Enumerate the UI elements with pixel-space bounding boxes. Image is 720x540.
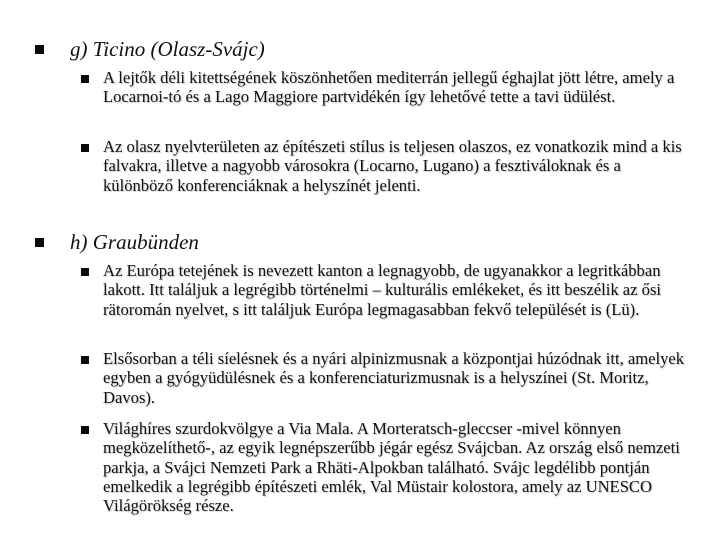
list-item-text: Az olasz nyelvterületen az építészeti stílus is teljesen olaszos, ez vonatkozik mind a kis falvakra, illetve a nagyobb városokra (Locarno, Lugano) a fesztiváloknak és a különböző konferenciáknak a helyszínét jelenti. (103, 137, 682, 195)
square-bullet-icon (35, 45, 44, 54)
list-item (0, 261, 720, 341)
section-graubunden (0, 229, 720, 540)
list-item-text: A lejtők déli kitettségének köszönhetően mediterrán jellegű éghajlat jött létre, amely a Locarnoi-tó és a Lago Maggiore partvidékén így lehetővé tette a tavi üdülést. (103, 68, 675, 107)
section-heading-graubunden: h) Graubünden (70, 230, 199, 254)
list-item-text: Az Európa tetejének is nevezett kanton a legnagyobb, de ugyanakkor a legritkábban lakott. Itt találjuk a legrégibb történelmi – kulturális emlékeket, és itt beszélik az ősi rätoromán nyelvet, s itt találjuk Európa legmagasabban fekvő települését is (Lü). (103, 261, 662, 319)
square-bullet-icon (35, 238, 44, 247)
list-item (0, 137, 720, 217)
list-item-text: Elsősorban a téli síelésnek és a nyári alpinizmusnak a központjai húzódnak itt, amelyek egyben a gyógyüdülésnek és a konferenciaturizmusnak is a helyszínei (St. Moritz, Davos). (103, 349, 685, 407)
list-item (0, 68, 720, 128)
section-ticino (0, 36, 720, 226)
square-bullet-icon (81, 75, 89, 83)
list-item (0, 419, 720, 540)
list-item (0, 349, 720, 411)
square-bullet-icon (81, 268, 89, 276)
section-heading-ticino: g) Ticino (Olasz-Svájc) (70, 37, 265, 61)
square-bullet-icon (81, 426, 89, 434)
square-bullet-icon (81, 356, 89, 364)
square-bullet-icon (81, 144, 89, 152)
list-item-text: Világhíres szurdokvölgye a Via Mala. A Morteratsch-gleccser -mivel könnyen megközelíthető-, az egyik legnépszerűbb jégár egész Svájcban. Az ország első nemzeti parkja, a Svájci Nemzeti Park a Rhäti-Alpokban található. Svájc legdélibb pontján emelkedik a legrégibb építészeti emlék, Val Müstair kolostora, amely az UNESCO Világörökség része. (103, 419, 680, 516)
